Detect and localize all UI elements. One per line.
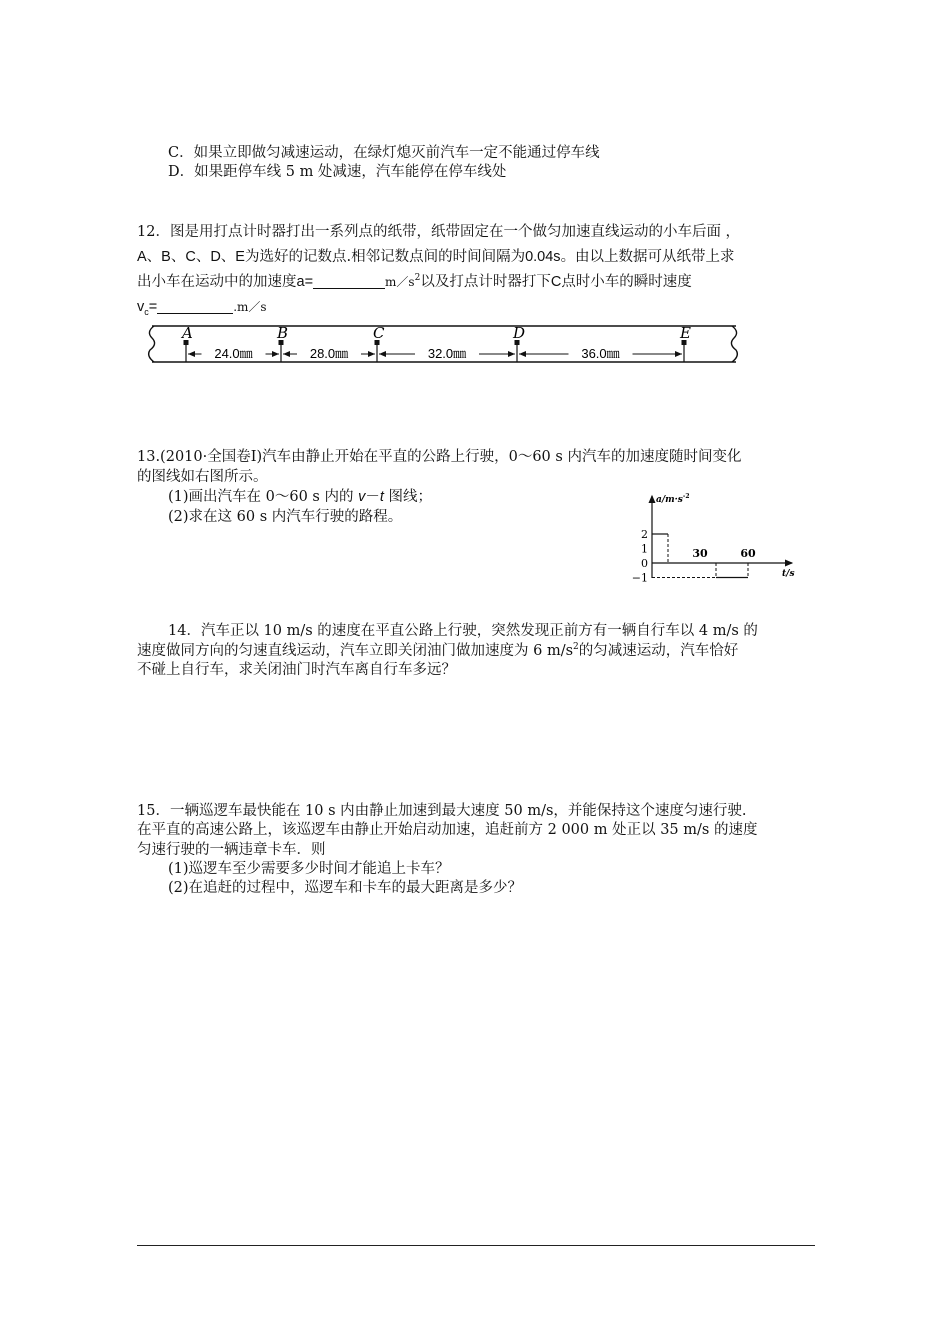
tape-label-C: C — [373, 324, 385, 342]
tape-arrow-right-1 — [272, 351, 279, 357]
option-d: D．如果距停车线 5 m 处减速，汽车能停在停车线处 — [168, 164, 507, 180]
q13-line-2: 的图线如右图所示。 — [137, 469, 268, 485]
tape-left-tear — [149, 326, 155, 362]
q12-line-2: A、B、C、D、E为选好的记数点.相邻记数点间的时间间隔为0.04s。由以上数据可从纸带上求 — [137, 249, 735, 265]
tape-spacing-1: 24.0㎜ — [214, 346, 253, 361]
y-tick-0: 0 — [641, 557, 648, 570]
tape-spacing-2: 28.0㎜ — [309, 346, 349, 361]
tape-arrow-right-4 — [675, 351, 682, 357]
answer-blank-velocity[interactable] — [157, 299, 233, 314]
question-15 — [137, 802, 757, 898]
y-tick-1: 1 — [641, 542, 648, 556]
footer-rule — [137, 1245, 815, 1246]
answer-blank-acceleration[interactable] — [313, 274, 385, 289]
question-12 — [137, 220, 740, 320]
q15-line-2: 在平直的高速公路上，该巡逻车由静止开始启动加速，追赶前方 2 000 m 处正以 35 m/s 的速度 — [137, 822, 758, 839]
q12-line-3: 出小车在运动中的加速度$a= m/s^2$以及打点计时器打下C点时小车的瞬时速度 — [137, 273, 692, 290]
q15-sub-2: (2)在追赶的过程中，巡逻车和卡车的最大距离是多少？ — [168, 880, 523, 897]
tape-spacing-4: 36.0㎜ — [581, 346, 620, 361]
tape-arrow-left-2 — [283, 351, 290, 357]
y-axis-label: $a/m\cdot s^{-2}$ — [656, 493, 690, 505]
option-c: C．如果立即做匀减速运动，在绿灯熄灭前汽车一定不能通过停车线 — [168, 145, 600, 161]
tape-arrow-right-3 — [508, 351, 515, 357]
tape-arrow-left-3 — [379, 351, 386, 357]
question-14 — [137, 622, 758, 681]
acceleration-time-graph — [620, 488, 810, 588]
q14-line-3: 不碰上自行车，求关闭油门时汽车离自行车多远？ — [137, 662, 456, 678]
tape-arrow-left-1 — [188, 351, 195, 357]
y-tick-2: 2 — [641, 528, 648, 541]
x-tick-60: 60 — [740, 547, 756, 560]
q12-line-4: $v_c=$ .m／s — [137, 299, 267, 317]
y-tick-−1: −1 — [631, 571, 648, 585]
tape-right-tear — [731, 326, 737, 362]
q14-line-1: 14．汽车正以 10 m/s 的速度在平直公路上行驶，突然发现正前方有一辆自行车以 4 m/s 的 — [168, 623, 758, 639]
tape-label-A: A — [182, 324, 193, 342]
q13-sub-1: (1)画出汽车在 0～60 s 内的 v－t 图线； — [168, 489, 432, 505]
q12-line-1: 12．图是用打点计时器打出一系列点的纸带，纸带固定在一个做匀加速直线运动的小车后面 ， — [137, 224, 741, 240]
paper-tape-figure — [140, 320, 750, 370]
x-axis-label: t/s — [782, 569, 795, 579]
tape-label-B: B — [277, 324, 289, 342]
tape-arrow-left-4 — [519, 351, 526, 357]
tape-spacing-3: 32.0㎜ — [427, 346, 467, 361]
q13-line-1: 13.(2010·全国卷Ⅰ)汽车由静止开始在平直的公路上行驶，0～60 s 内汽车的加速度随时间变化 — [137, 449, 742, 465]
tape-label-E: E — [680, 324, 691, 342]
q15-line-1: 15．一辆巡逻车最快能在 10 s 内由静止加速到最大速度 50 m/s，并能保持这个速度匀速行驶. — [137, 803, 747, 819]
tape-arrow-right-2 — [368, 351, 375, 357]
q14-line-2: 速度做同方向的匀速直线运动，汽车立即关闭油门做加速度为 6 $m/s^2$的匀减速运动，汽车恰好 — [137, 641, 739, 659]
tape-label-D: D — [513, 324, 526, 342]
q15-sub-1: (1)巡逻车至少需要多少时间才能追上卡车？ — [168, 860, 450, 877]
q13-sub-2: (2)求在这 60 s 内汽车行驶的路程。 — [168, 509, 403, 525]
x-tick-30: 30 — [692, 547, 708, 560]
q15-line-3: 匀速行驶的一辆违章卡车．则 — [137, 841, 326, 858]
